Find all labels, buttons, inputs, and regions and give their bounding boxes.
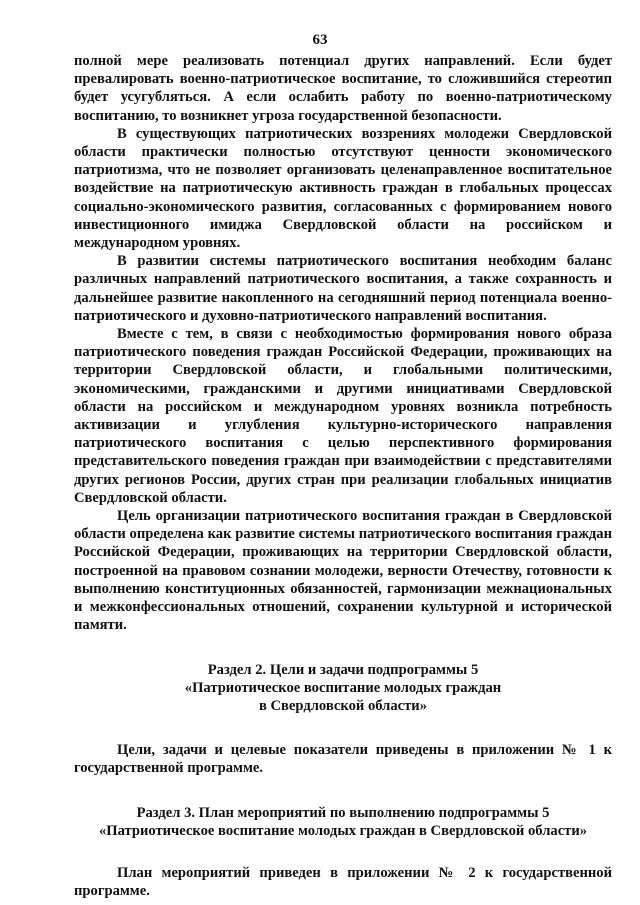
section-3-heading <box>74 804 612 840</box>
page-number: 63 <box>312 32 328 48</box>
spacer <box>74 715 612 741</box>
section-3-title-line-1: Раздел 3. План мероприятий по выполнению подпрограммы 5 <box>136 804 550 821</box>
paragraph-3: В развитии системы патриотического воспитания необходим баланс различных направлений патриотического воспитания, а также сохранность и дальнейшее развитие накопленного на сегодняшний период потенциала военно-патриотического и духовно-патриотического направлений воспитания. <box>74 253 612 324</box>
spacer <box>74 840 612 864</box>
section-2-title-line-3: в Свердловской области» <box>258 697 428 714</box>
paragraph-5: Цель организации патриотического воспитания граждан в Свердловской области определена как развитие системы патриотического воспитания граждан Российской Федерации, проживающих на территории Свердловской области, построенной на правовом сознании молодежи, верности Отечеству, готовности к выполнению конституционных обязанностей, гармонизации межнациональных и межконфессиональных отношений, сохранении культурной и исторической памяти. <box>74 508 612 634</box>
section-2-paragraph: Цели, задачи и целевые показатели приведены в приложении № 1 к государственной программе. <box>74 742 612 777</box>
page-content <box>74 52 612 900</box>
paragraph-1: полной мере реализовать потенциал других направлений. Если будет превалировать военно-патриотическое воспитание, то сложившийся стереотип будет усугубляться. А если ослабить работу по военно-патриотическому воспитанию, то возникнет угроза государственной безопасности. <box>74 53 612 124</box>
spacer <box>74 635 612 661</box>
section-2-title-line-2: «Патриотическое воспитание молодых граждан <box>184 679 502 696</box>
section-2-heading <box>74 661 612 716</box>
section-2-title-line-1: Раздел 2. Цели и задачи подпрограммы 5 <box>207 661 479 678</box>
paragraph-4: Вместе с тем, в связи с необходимостью формирования нового образа патриотического поведения граждан Российской Федерации, проживающих на территории Свердловской области, и глобальными политическими, экономическими, гражданскими и другими инициативами Свердловской области на российском и международном уровнях возникла потребность активизации и углубления культурно-исторического направления патриотического воспитания с целью перспективного формирования представительского поведения граждан при взаимодействии с представителями других регионов России, других стран при реализации глобальных инициатив Свердловской области. <box>74 326 612 506</box>
paragraph-2: В существующих патриотических воззрениях молодежи Свердловской области практически полностью отсутствуют ценности экономического патриотизма, что не позволяет организовать целенаправленное воспитательное воздействие на патриотическую активность граждан в глобальных процессах социально-экономического развития, согласованных с формированием нового инвестиционного имиджа Свердловской области на российском и международном уровнях. <box>74 125 612 252</box>
section-3-paragraph: План мероприятий приведен в приложении № 2 к государственной программе. <box>74 864 612 900</box>
section-3-title-line-2: «Патриотическое воспитание молодых граждан в Свердловской области» <box>98 822 588 839</box>
spacer <box>74 778 612 804</box>
